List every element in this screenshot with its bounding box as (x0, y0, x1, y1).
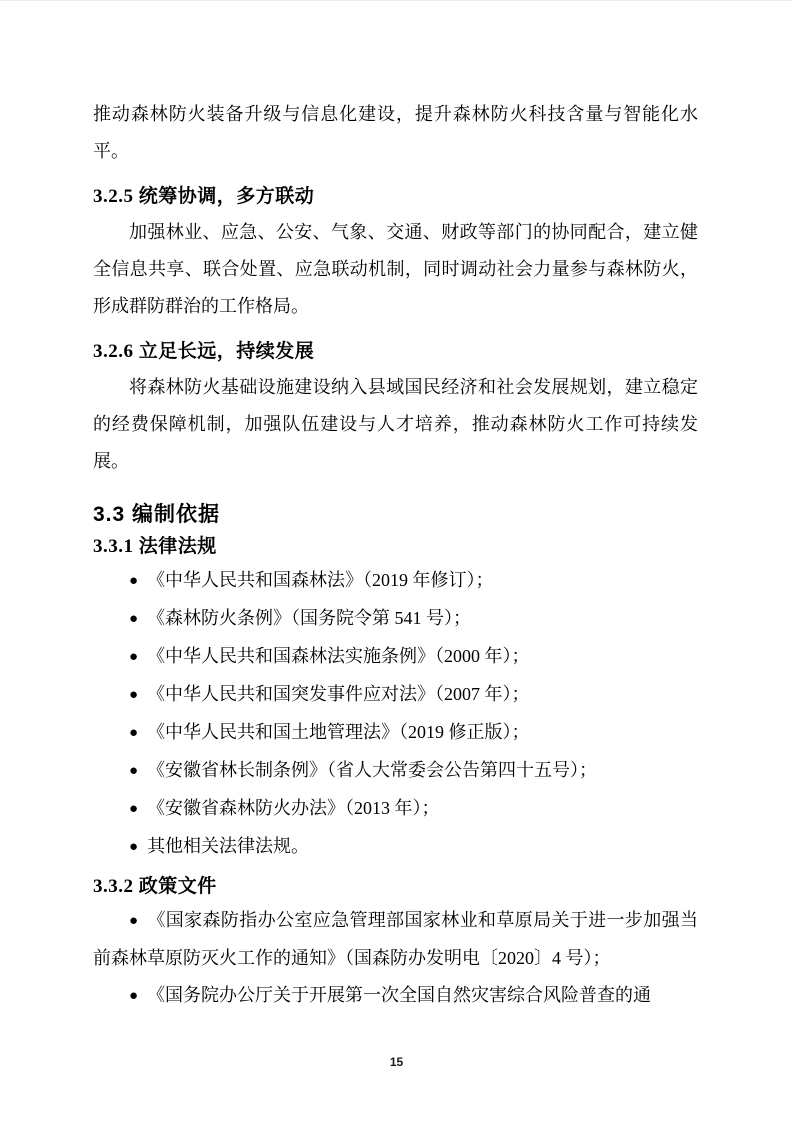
bullet-icon: ● (129, 913, 139, 929)
list-item (93, 752, 698, 790)
bullet-icon: ● (129, 687, 139, 703)
list-item-text: 《中华人民共和国土地管理法》（2019 修正版）； (147, 722, 530, 742)
list-item-text: 《中华人民共和国森林法实施条例》（2000 年）； (147, 646, 530, 666)
legal-references-list (93, 562, 698, 866)
bullet-icon: ● (129, 611, 139, 627)
policy-item (93, 902, 698, 977)
bullet-icon: ● (129, 801, 139, 817)
list-item (93, 714, 698, 752)
bullet-icon: ● (129, 649, 139, 665)
list-item (93, 828, 698, 866)
policy-item-text: 《国家森防指办公室应急管理部国家林业和草原局关于进一步加强当前森林草原防灭火工作的通知》（国森防办发明电〔2020〕4 号）； (93, 910, 699, 968)
list-item-text: 《中华人民共和国森林法》（2019 年修订）； (147, 570, 494, 590)
page-number: 15 (389, 1055, 404, 1069)
list-item-text: 《中华人民共和国突发事件应对法》（2007 年）； (147, 684, 530, 704)
policy-item (93, 977, 698, 1015)
list-item-text: 其他相关法律法规。 (147, 836, 310, 856)
list-item (93, 790, 698, 828)
list-item (93, 638, 698, 676)
paragraph-overflow: 推动森林防火装备升级与信息化建设，提升森林防火科技含量与智能化水平。 (93, 104, 698, 161)
bullet-icon: ● (129, 573, 139, 589)
bullet-icon: ● (129, 725, 139, 741)
paragraph-3-2-5: 加强林业、应急、公安、气象、交通、财政等部门的协同配合，建立健全信息共享、联合处置、应急联动机制，同时调动社会力量参与森林防火，形成群防群治的工作格局。 (93, 222, 698, 316)
heading-3-2-6: 3.2.6 立足长远，持续发展 (93, 341, 315, 362)
bullet-icon: ● (129, 839, 139, 855)
heading-3-3-2: 3.3.2 政策文件 (93, 876, 217, 897)
list-item (93, 600, 698, 638)
bullet-icon: ● (129, 763, 139, 779)
heading-3-3-1: 3.3.1 法律法规 (93, 536, 217, 557)
list-item (93, 676, 698, 714)
list-item-text: 《森林防火条例》（国务院令第 541 号）； (147, 608, 472, 628)
heading-3-3: 3.3 编制依据 (93, 503, 221, 526)
list-item-text: 《安徽省森林防火办法》（2013 年）； (147, 798, 440, 818)
list-item-text: 《安徽省林长制条例》（省人大常委会公告第四十五号）； (147, 760, 598, 780)
policy-item-text: 《国务院办公厅关于开展第一次全国自然灾害综合风险普查的通 (147, 985, 652, 1005)
bullet-icon: ● (129, 988, 139, 1004)
heading-3-2-5: 3.2.5 统筹协调，多方联动 (93, 186, 315, 207)
page-content (0, 1, 793, 1015)
list-item (93, 562, 698, 600)
paragraph-3-2-6: 将森林防火基础设施建设纳入县域国民经济和社会发展规划，建立稳定的经费保障机制，加强队伍建设与人才培养，推动森林防火工作可持续发展。 (93, 377, 698, 471)
